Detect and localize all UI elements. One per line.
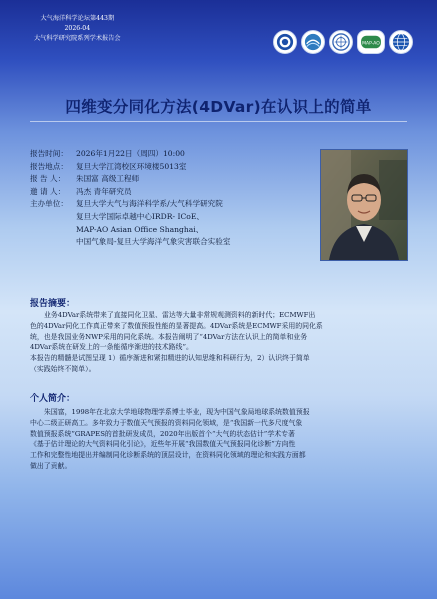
host-row bbox=[30, 186, 230, 199]
bio-line-4: 《基于估计理论的大气资料同化引论》，近些年开展“我国数值天气预报同化诊断”方向性 bbox=[30, 440, 296, 449]
organizer-value-1: 复旦大学大气与海洋科学系/大气科学研究院 bbox=[76, 199, 223, 209]
abstract-heading: 报告摘要： bbox=[30, 299, 76, 309]
place-value: 复旦大学江湾校区环境楼5013室 bbox=[76, 161, 187, 171]
forum-issue: 大气海洋科学论坛第443期 bbox=[40, 15, 115, 22]
abstract-line-6: （实践始终不简单）。 bbox=[30, 364, 96, 373]
event-info bbox=[30, 148, 230, 249]
organizer-row-3 bbox=[30, 224, 230, 237]
abstract-line-1: 业务4DVar系统带来了直接同化卫星、雷达等大量非常规观测资料的新时代；ECMWF出 bbox=[44, 311, 316, 319]
organizer-value-2: 复旦大学国际卓越中心IRDR- ICoE、 bbox=[76, 211, 204, 221]
time-label: 报告时间： bbox=[30, 149, 68, 158]
organizer-row-2 bbox=[30, 211, 230, 224]
university-seal-icon bbox=[273, 30, 297, 54]
abstract-line-4: 4DVar系统在研发上的一条能循序渐进的技术路线”。 bbox=[30, 343, 193, 352]
speaker-photo bbox=[320, 149, 408, 261]
page-title: 四维变分同化方法(4DVar)在认识上的简单 bbox=[65, 98, 372, 116]
bio-text bbox=[30, 407, 410, 472]
host-label: 邀 请 人： bbox=[30, 186, 66, 196]
department-emblem-icon bbox=[301, 30, 325, 54]
bio-line-6: 做出了贡献。 bbox=[30, 461, 72, 470]
speaker-label: 报 告 人： bbox=[30, 174, 66, 184]
title-divider bbox=[30, 121, 407, 122]
map-ao-logo-text: MAP-AO bbox=[362, 41, 380, 47]
organizer-label: 主办单位： bbox=[30, 199, 68, 209]
abstract-text bbox=[30, 310, 410, 375]
organizer-row bbox=[30, 198, 230, 211]
bio-line-3: 数值预报系统”GRAPES的首批研发成员，2020年出版首个“大气的状态估计”学术专著 bbox=[30, 429, 295, 438]
organizer-row-4 bbox=[30, 236, 230, 249]
forum-date: 2026-04 bbox=[64, 25, 91, 32]
abstract-line-3: 统，也是我国业务NWP采用的同化系统。本报告阐明了“4DVar方法在认识上的简单和业务 bbox=[30, 332, 308, 341]
bio-line-2: 中心二级正研高工。多年致力于数值天气预报的资料同化领域，是“我国新一代多尺度气象 bbox=[30, 418, 303, 427]
bio-line-5: 工作和完整性地提出并编制同化诊断系统的顶层设计，在资料同化领域的理论和实践方面都 bbox=[30, 451, 306, 460]
place-row bbox=[30, 161, 230, 174]
abstract-line-5: 本报告的精髓是试图呈现 1）循序渐进和紧扣精进的认知思维和科研行为，2）认识终于简单 bbox=[30, 354, 310, 363]
map-ao-icon bbox=[357, 30, 385, 54]
time-value: 2026年1月22日（周四）10:00 bbox=[76, 149, 185, 158]
speaker-row bbox=[30, 173, 230, 186]
bio-heading: 个人简介： bbox=[30, 394, 76, 404]
globe-logo-icon bbox=[389, 30, 413, 54]
speaker-value: 朱国富 高级工程师 bbox=[76, 174, 140, 184]
host-value: 冯杰 青年研究员 bbox=[76, 186, 132, 196]
logo-strip bbox=[273, 30, 413, 54]
abstract-line-2: 色的4DVar同化工作真正带来了数值预报性能的显著提高。4DVar系统是ECMWF采用的同化系 bbox=[30, 321, 323, 330]
organizer-value-3: MAP-AO Asian Office Shanghai、 bbox=[76, 224, 204, 234]
speaker-portrait-icon bbox=[321, 150, 407, 260]
time-row bbox=[30, 148, 230, 161]
forum-header bbox=[34, 14, 121, 44]
atmospheric-institute-icon bbox=[329, 30, 353, 54]
bio-line-1: 朱国富，1998年在北京大学地球物理学系博士毕业，现为中国气象局地球系统数值预报 bbox=[44, 408, 310, 416]
place-label: 报告地点： bbox=[30, 161, 68, 171]
organizer-value-4: 中国气象局-复旦大学海洋气象灾害联合实验室 bbox=[76, 237, 231, 247]
forum-series: 大气科学研究院系列学术报告会 bbox=[34, 35, 121, 42]
